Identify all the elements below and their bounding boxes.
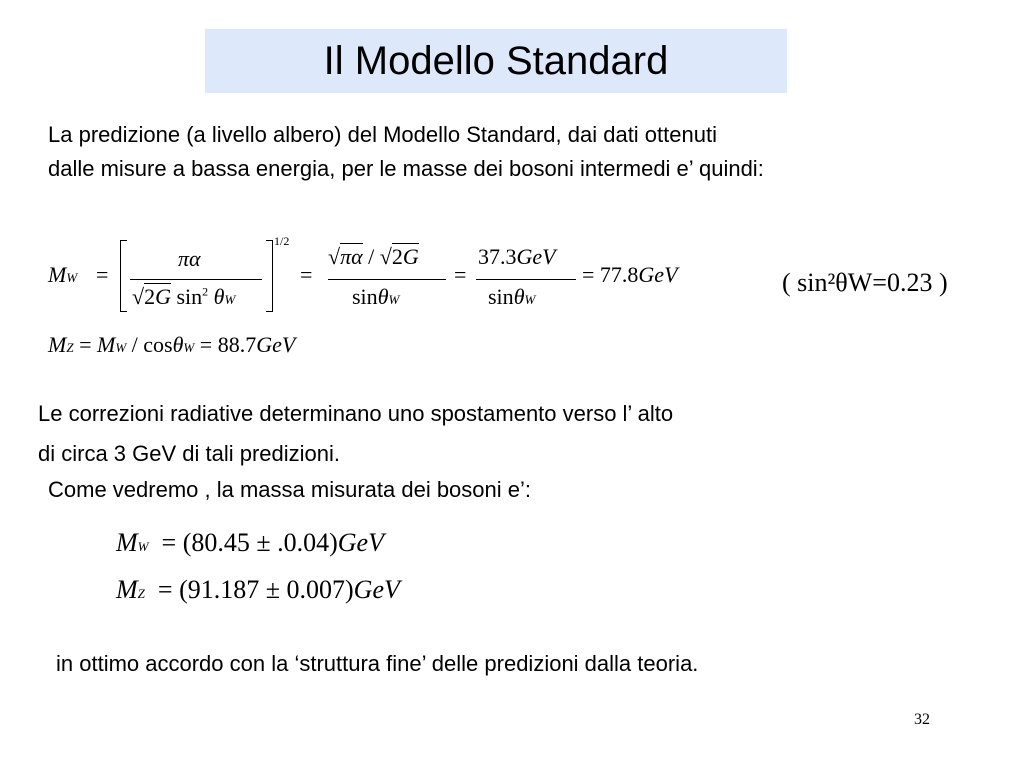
intro-line-1: La predizione (a livello albero) del Modello Standard, dai dati ottenuti	[48, 122, 717, 147]
mw-pred-num: 37.3	[478, 244, 517, 269]
mw-pred-val: 77.8	[599, 262, 639, 287]
come-line: Come vedremo , la massa misurata dei bosoni e’:	[48, 477, 531, 502]
slide-title: Il Modello Standard	[323, 39, 669, 83]
mw-measured-line: MW = (80.45 ± .0.04)GeV	[116, 528, 384, 557]
page-number: 32	[914, 711, 930, 728]
mw-measured: (80.45 ± .0.04)	[182, 528, 338, 557]
mz-pred-val: 88.7	[217, 332, 257, 357]
corr-line-1: Le correzioni radiative determinano uno spostamento verso l’ alto	[38, 401, 674, 426]
title-box	[205, 29, 787, 93]
exponent: 1/2	[274, 234, 290, 248]
corr-line-2: di circa 3 GeV di tali predizioni.	[38, 441, 341, 466]
mz-unit: GeV	[353, 575, 400, 604]
mz-measured-line: MZ = (91.187 ± 0.007)GeV	[116, 575, 400, 604]
intro-line-2: dalle misure a bassa energia, per le masse dei bosoni intermedi e’ quindi:	[48, 156, 764, 181]
mw-unit: GeV	[337, 528, 384, 557]
conclusion: in ottimo accordo con la ‘struttura fine’ delle predizioni dalla teoria.	[56, 651, 699, 676]
mz-measured: (91.187 ± 0.007)	[179, 575, 354, 604]
mz-formula: MZ = MW / cosθW = 88.7GeV	[48, 332, 296, 357]
sin-note: ( sin²θW=0.23 )	[782, 268, 948, 297]
